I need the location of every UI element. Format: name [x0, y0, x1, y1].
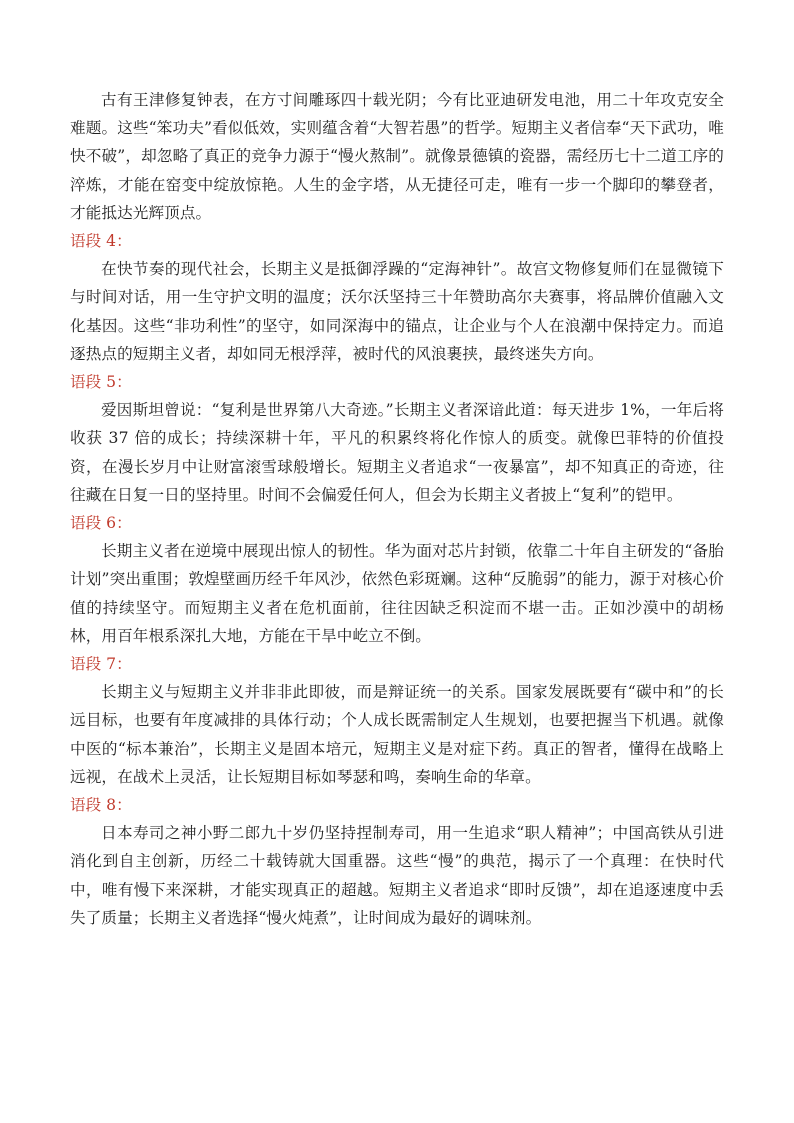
section-label-5: 语段 5：	[70, 373, 132, 392]
paragraph-8-body: 日本寿司之神小野二郎九十岁仍坚持捏制寿司，用一生追求“职人精神”；中国高铁从引进消化到自主创新，历经二十载铸就大国重器。这些“慢”的典范，揭示了一个真理：在快时代中，唯有慢下来深耕，才能实现真正的超越。短期主义者追求“即时反馈”，却在追逐速度中丢失了质量；长期主义者选择“慢火炖煮”，让时间成为最好的调味剂。	[70, 824, 724, 927]
section-label-8: 语段 8：	[70, 796, 132, 815]
paragraph-7-body: 长期主义与短期主义并非非此即彼，而是辩证统一的关系。国家发展既要有“碳中和”的长远目标，也要有年度减排的具体行动；个人成长既需制定人生规划，也要把握当下机遇。就像中医的“标本兼治”，长期主义是固本培元，短期主义是对症下药。真正的智者，懂得在战略上远视，在战术上灵活，让长短期目标如琴瑟和鸣，奏响生命的华章。	[70, 683, 724, 786]
paragraph-4-body: 在快节奏的现代社会，长期主义是抵御浮躁的“定海神针”。故宫文物修复师们在显微镜下与时间对话，用一生守护文明的温度；沃尔沃坚持三十年赞助高尔夫赛事，将品牌价值融入文化基因。这些“非功利性”的坚守，如同深海中的锚点，让企业与个人在浪潮中保持定力。而追逐热点的短期主义者，却如同无根浮萍，被时代的风浪裹挟，最终迷失方向。	[70, 260, 724, 363]
paragraph-6-body: 长期主义者在逆境中展现出惊人的韧性。华为面对芯片封锁，依靠二十年自主研发的“备胎计划”突出重围；敦煌壁画历经千年风沙，依然色彩斑斓。这种“反脆弱”的能力，源于对核心价值的持续坚守。而短期主义者在危机面前，往往因缺乏积淀而不堪一击。正如沙漠中的胡杨林，用百年根系深扎大地，方能在干旱中屹立不倒。	[70, 542, 724, 645]
paragraph-3-body: 古有王津修复钟表，在方寸间雕琢四十载光阴；今有比亚迪研发电池，用二十年攻克安全难题。这些“笨功夫”看似低效，实则蕴含着“大智若愚”的哲学。短期主义者信奉“天下武功，唯快不破”，却忽略了真正的竞争力源于“慢火熬制”。就像景德镇的瓷器，需经历七十二道工序的淬炼，才能在窑变中绽放惊艳。人生的金字塔，从无捷径可走，唯有一步一个脚印的攀登者，才能抵达光辉顶点。	[70, 91, 724, 222]
paragraph-5-body: 爱因斯坦曾说：“复利是世界第八大奇迹。”长期主义者深谙此道：每天进步 1%，一年后将收获 37 倍的成长；持续深耕十年，平凡的积累终将化作惊人的质变。就像巴菲特的价值投资，在漫长岁月中让财富滚雪球般增长。短期主义者追求“一夜暴富”，却不知真正的奇迹，往往藏在日复一日的坚持里。时间不会偏爱任何人，但会为长期主义者披上“复利”的铠甲。	[70, 401, 724, 504]
section-label-7: 语段 7：	[70, 655, 132, 674]
section-label-6: 语段 6：	[70, 514, 132, 533]
section-label-4: 语段 4：	[70, 232, 132, 251]
document-page	[70, 86, 724, 932]
